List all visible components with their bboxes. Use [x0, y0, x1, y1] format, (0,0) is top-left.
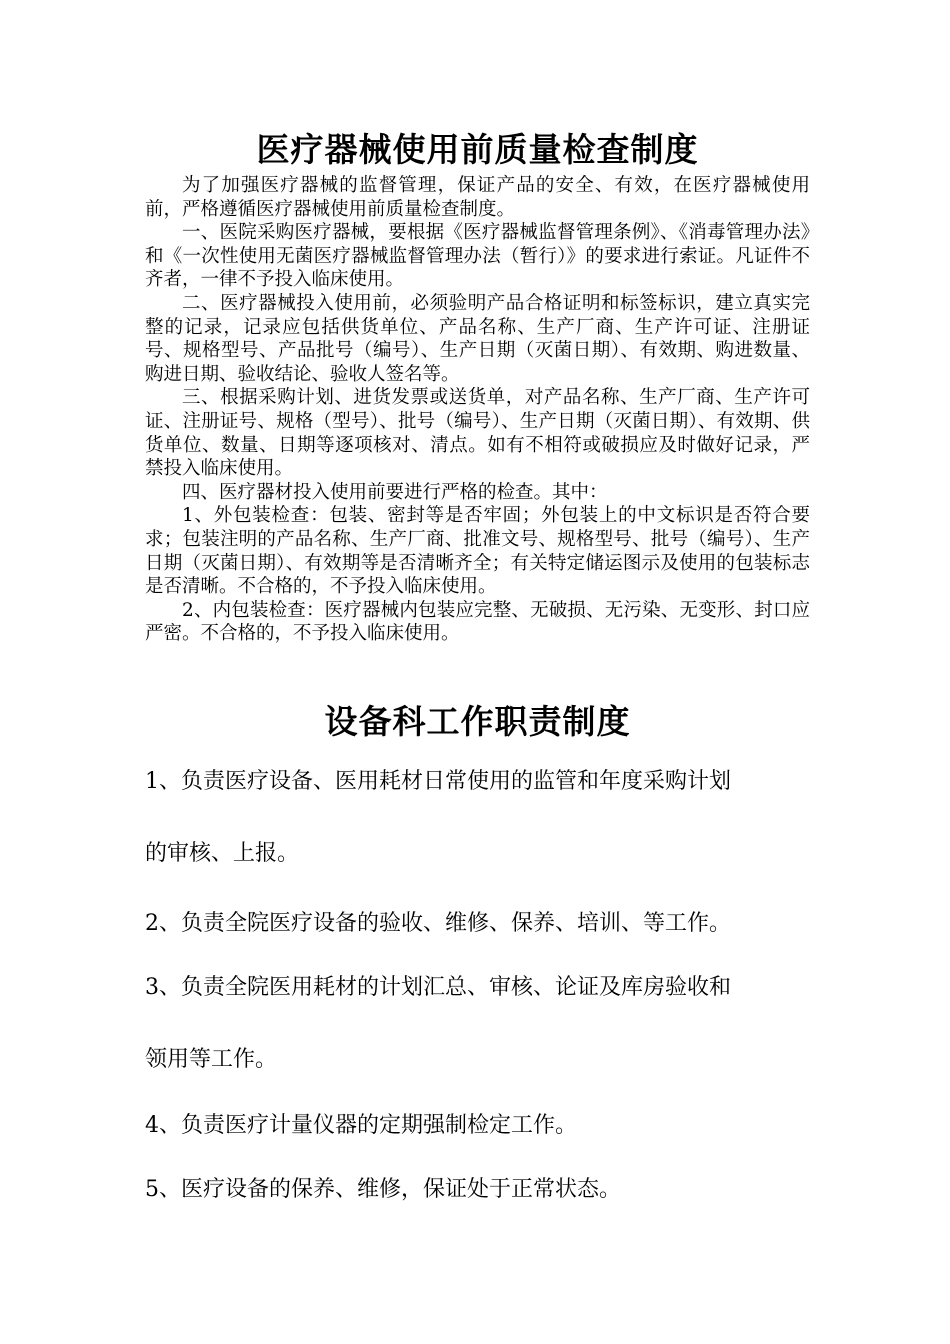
quality-check-body: [145, 174, 810, 646]
duty-line: 2、负责全院医疗设备的验收、维修、保养、培训、等工作。: [145, 911, 731, 936]
paragraph-3: 三、根据采购计划、进货发票或送货单，对产品名称、生产厂商、生产许可证、注册证号、规格（型号）、批号（编号）、生产日期（灭菌日期）、有效期、供货单位、数量、日期等逐项核对、清点。如有不相符或破损应及时做好记录，严禁投入临床使用。: [145, 387, 810, 480]
duty-line: 的审核、上报。: [145, 841, 300, 866]
paragraph-4-2: 2、内包装检查：医疗器械内包装应完整、无破损、无污染、无变形、封口应严密。不合格的，不予投入临床使用。: [145, 599, 810, 645]
duty-line: 4、负责医疗计量仪器的定期强制检定工作。: [145, 1113, 577, 1138]
duty-line: 1、负责医疗设备、医用耗材日常使用的监管和年度采购计划: [145, 769, 731, 794]
paragraph-4: 四、医疗器材投入使用前要进行严格的检查。其中：: [182, 481, 608, 503]
duty-line: 3、负责全院医用耗材的计划汇总、审核、论证及库房验收和: [145, 975, 731, 1000]
paragraph-1: 一、医院采购医疗器械，要根据《医疗器械监督管理条例》、《消毒管理办法》和《一次性使用无菌医疗器械监督管理办法（暂行）》的要求进行索证。凡证件不齐者，一律不予投入临床使用。: [145, 222, 810, 291]
title-equipment-duties: 设备科工作职责制度: [324, 702, 631, 741]
duty-item-3: [145, 972, 810, 1076]
duty-item-2: [145, 908, 810, 940]
duty-item-4: [145, 1110, 810, 1142]
duty-item-5: [145, 1174, 810, 1206]
paragraph-4-1: 1、外包装检查：包装、密封等是否牢固；外包装上的中文标识是否符合要求；包装注明的产品名称、生产厂商、批准文号、规格型号、批号（编号）、生产日期（灭菌日期）、有效期等是否清晰齐全；有关特定储运图示及使用的包装标志是否清晰。不合格的，不予投入临床使用。: [145, 505, 810, 598]
paragraph-2: 二、医疗器械投入使用前，必须验明产品合格证明和标签标识，建立真实完整的记录，记录应包括供货单位、产品名称、生产厂商、生产许可证、注册证号、规格型号、产品批号（编号）、生产日期（灭菌日期）、有效期、购进数量、购进日期、验收结论、验收人签名等。: [145, 292, 810, 385]
duty-line: 领用等工作。: [145, 1047, 278, 1072]
duty-item-1: [145, 766, 810, 870]
duty-line: 5、医疗设备的保养、维修，保证处于正常状态。: [145, 1177, 621, 1202]
paragraph-intro: 为了加强医疗器械的监督管理，保证产品的安全、有效，在医疗器械使用前，严格遵循医疗器械使用前质量检查制度。: [145, 175, 810, 220]
title-quality-check: 医疗器械使用前质量检查制度: [256, 130, 699, 169]
